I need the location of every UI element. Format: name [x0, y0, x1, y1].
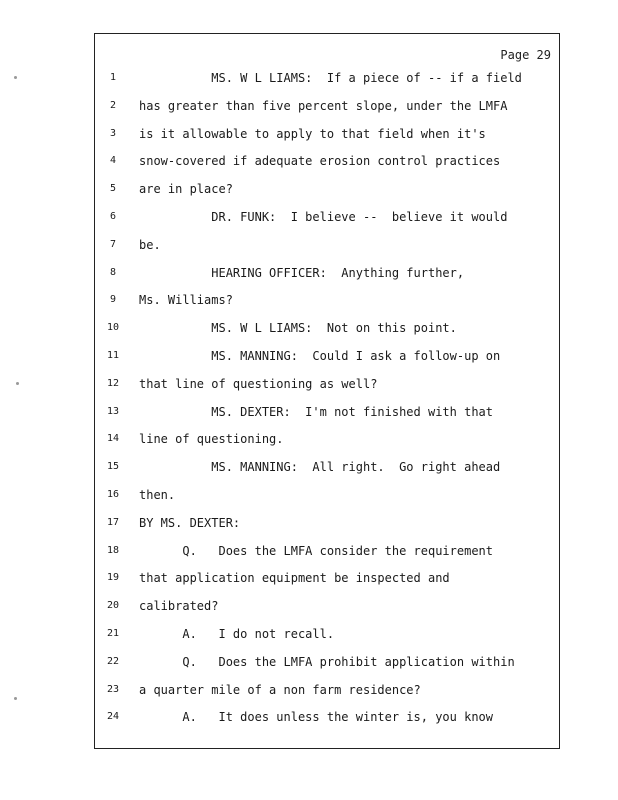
line-number: 19 [106, 572, 120, 584]
line-text: is it allowable to apply to that field when it's [139, 126, 486, 141]
line-text: line of questioning. [139, 432, 284, 447]
transcript-line [95, 376, 561, 396]
line-number: 16 [106, 489, 120, 500]
scan-speck [14, 697, 17, 700]
line-number: 18 [106, 544, 120, 556]
transcript-line [95, 570, 561, 590]
transcript-line [95, 320, 561, 340]
transcript-line [95, 153, 561, 173]
line-text: DR. FUNK: I believe -- believe it would [139, 210, 508, 224]
line-text: that line of questioning as well? [139, 376, 378, 391]
transcript-line [95, 431, 561, 451]
line-number: 23 [106, 683, 120, 695]
line-number: 14 [106, 433, 120, 445]
line-text: has greater than five percent slope, under the LMFA [139, 98, 508, 113]
line-text: are in place? [139, 182, 233, 197]
transcript-line [95, 70, 561, 90]
transcript-line [95, 348, 561, 368]
line-number: 5 [109, 183, 117, 195]
line-number: 10 [106, 322, 120, 334]
transcript-page-frame [94, 33, 560, 749]
scan-speck [16, 382, 19, 385]
line-number: 1 [109, 72, 117, 83]
line-number: 21 [106, 628, 120, 639]
line-number: 20 [106, 600, 120, 612]
line-number: 2 [109, 99, 117, 111]
transcript-line [95, 459, 561, 479]
line-text: MS. W L LIAMS: If a piece of -- if a field [139, 71, 522, 85]
scan-speck [14, 76, 17, 79]
line-number: 22 [106, 655, 120, 667]
line-text: MS. MANNING: Could I ask a follow-up on [139, 349, 501, 363]
line-text: MS. W L LIAMS: Not on this point. [139, 321, 457, 336]
line-number: 7 [109, 238, 117, 250]
page-number: Page 29 [500, 48, 551, 62]
transcript-line [95, 543, 561, 563]
transcript-line [95, 98, 561, 118]
transcript-line [95, 209, 561, 229]
line-text: Q. Does the LMFA consider the requirement [139, 543, 494, 558]
transcript-line [95, 709, 561, 729]
line-number: 24 [106, 711, 120, 723]
transcript-line [95, 598, 561, 618]
line-text: MS. MANNING: All right. Go right ahead [139, 460, 501, 475]
line-text: Ms. Williams? [139, 293, 233, 308]
line-number: 12 [106, 377, 120, 389]
line-number: 11 [106, 350, 120, 361]
transcript-line [95, 126, 561, 146]
transcript-line [95, 487, 561, 507]
line-text: HEARING OFFICER: Anything further, [139, 265, 465, 280]
line-text: A. It does unless the winter is, you know [139, 710, 494, 725]
transcript-line [95, 404, 561, 424]
transcript-line [95, 237, 561, 257]
transcript-line [95, 292, 561, 312]
line-number: 9 [109, 294, 117, 306]
line-text: calibrated? [139, 599, 219, 614]
line-text: a quarter mile of a non farm residence? [139, 682, 421, 697]
line-text: snow-covered if adequate erosion control practices [139, 154, 501, 169]
line-text: that application equipment be inspected and [139, 571, 450, 586]
line-text: A. I do not recall. [139, 627, 335, 641]
line-number: 17 [106, 516, 120, 528]
line-text: then. [139, 488, 176, 502]
transcript-line [95, 682, 561, 702]
transcript-line [95, 265, 561, 285]
line-number: 3 [109, 127, 117, 139]
line-number: 13 [106, 405, 120, 417]
transcript-line [95, 515, 561, 535]
transcript-line [95, 654, 561, 674]
transcript-line [95, 181, 561, 201]
transcript-line [95, 626, 561, 646]
line-text: be. [139, 237, 161, 252]
line-number: 4 [109, 155, 117, 167]
line-number: 8 [109, 266, 117, 278]
line-text: Q. Does the LMFA prohibit application within [139, 654, 515, 669]
line-text: MS. DEXTER: I'm not finished with that [139, 404, 494, 419]
line-number: 6 [109, 211, 117, 222]
line-text: BY MS. DEXTER: [139, 515, 241, 530]
line-number: 15 [106, 461, 120, 473]
